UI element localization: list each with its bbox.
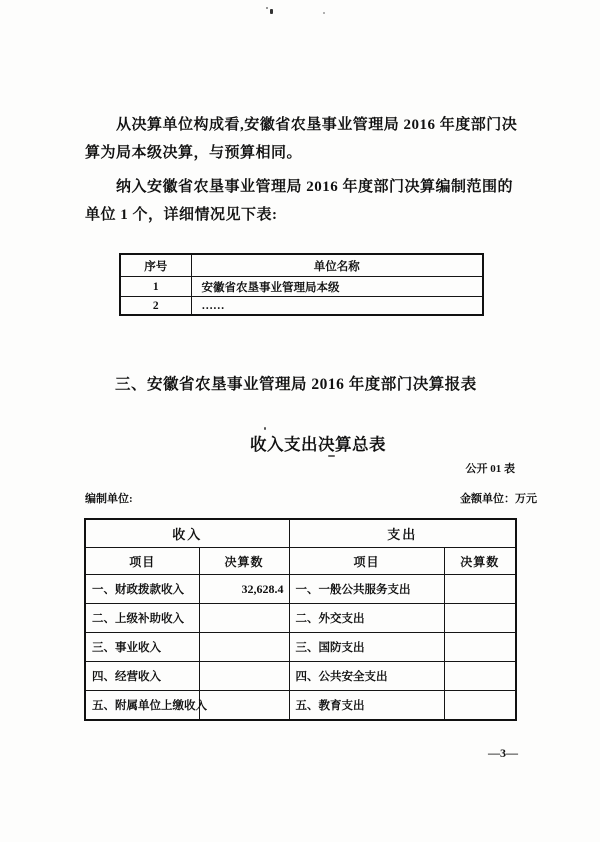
unit-row-no: 2 xyxy=(120,297,191,316)
paragraph-1-line-1: 从决算单位构成看,安徽省农垦事业管理局 2016 年度部门决 xyxy=(116,117,518,133)
expenditure-amount xyxy=(444,575,516,604)
scan-artifact xyxy=(323,12,325,14)
income-item: 三、事业收入 xyxy=(85,633,199,662)
expenditure-amount xyxy=(444,662,516,691)
section-heading: 三、安徽省农垦事业管理局 2016 年度部门决算报表 xyxy=(115,376,477,393)
expenditure-item: 五、教育支出 xyxy=(289,691,444,721)
income-amount-column-header: 决算数 xyxy=(199,548,289,575)
expenditure-amount-column-header: 决算数 xyxy=(444,548,516,575)
table-row xyxy=(120,277,483,297)
units-table-header-name: 单位名称 xyxy=(191,254,483,277)
table-row xyxy=(85,662,516,691)
expenditure-item: 四、公共安全支出 xyxy=(289,662,444,691)
prepared-by-label: 编制单位: xyxy=(85,493,133,505)
income-item: 一、财政拨款收入 xyxy=(85,575,199,604)
income-amount xyxy=(199,604,289,633)
income-item: 二、上级补助收入 xyxy=(85,604,199,633)
table-row xyxy=(85,691,516,721)
paragraph-1 xyxy=(85,111,555,167)
page-number: —3— xyxy=(488,746,518,760)
income-amount xyxy=(199,633,289,662)
expenditure-item: 二、外交支出 xyxy=(289,604,444,633)
scan-artifact xyxy=(270,9,273,14)
unit-row-no: 1 xyxy=(120,277,191,297)
scan-artifact xyxy=(266,7,268,9)
expenditure-item: 三、国防支出 xyxy=(289,633,444,662)
paragraph-2 xyxy=(85,173,555,229)
table-row xyxy=(85,575,516,604)
expenditure-amount xyxy=(444,633,516,662)
units-table xyxy=(119,253,484,316)
statement-title: 收入支出决算总表 xyxy=(250,435,386,454)
expenditure-item: 一、一般公共服务支出 xyxy=(289,575,444,604)
expenditure-amount xyxy=(444,691,516,721)
income-item: 四、经营收入 xyxy=(85,662,199,691)
paragraph-2-line-2: 单位 1 个，详细情况见下表: xyxy=(85,207,278,223)
amount-unit-label: 金额单位：万元 xyxy=(460,493,537,505)
income-amount: 32,628.4 xyxy=(199,575,289,604)
income-item: 五、附属单位上缴收入 xyxy=(85,691,199,721)
table-row xyxy=(85,604,516,633)
expenditure-amount xyxy=(444,604,516,633)
scan-artifact xyxy=(328,455,335,457)
table-row xyxy=(85,633,516,662)
paragraph-1-line-2: 算为局本级决算，与预算相同。 xyxy=(85,145,303,161)
income-section-header: 收入 xyxy=(85,519,289,548)
income-amount xyxy=(199,691,289,721)
units-table-header-no: 序号 xyxy=(120,254,191,277)
unit-row-name: 安徽省农垦事业管理局本级 xyxy=(191,277,483,297)
income-item-column-header: 项目 xyxy=(85,548,199,575)
expenditure-section-header: 支出 xyxy=(289,519,516,548)
unit-row-name: …… xyxy=(191,297,483,316)
paragraph-2-line-1: 纳入安徽省农垦事业管理局 2016 年度部门决算编制范围的 xyxy=(116,179,514,195)
expenditure-item-column-header: 项目 xyxy=(289,548,444,575)
scan-artifact xyxy=(264,427,266,430)
income-expenditure-table xyxy=(84,518,517,721)
table-code-label: 公开 01 表 xyxy=(465,463,515,475)
table-row xyxy=(120,297,483,316)
income-amount xyxy=(199,662,289,691)
